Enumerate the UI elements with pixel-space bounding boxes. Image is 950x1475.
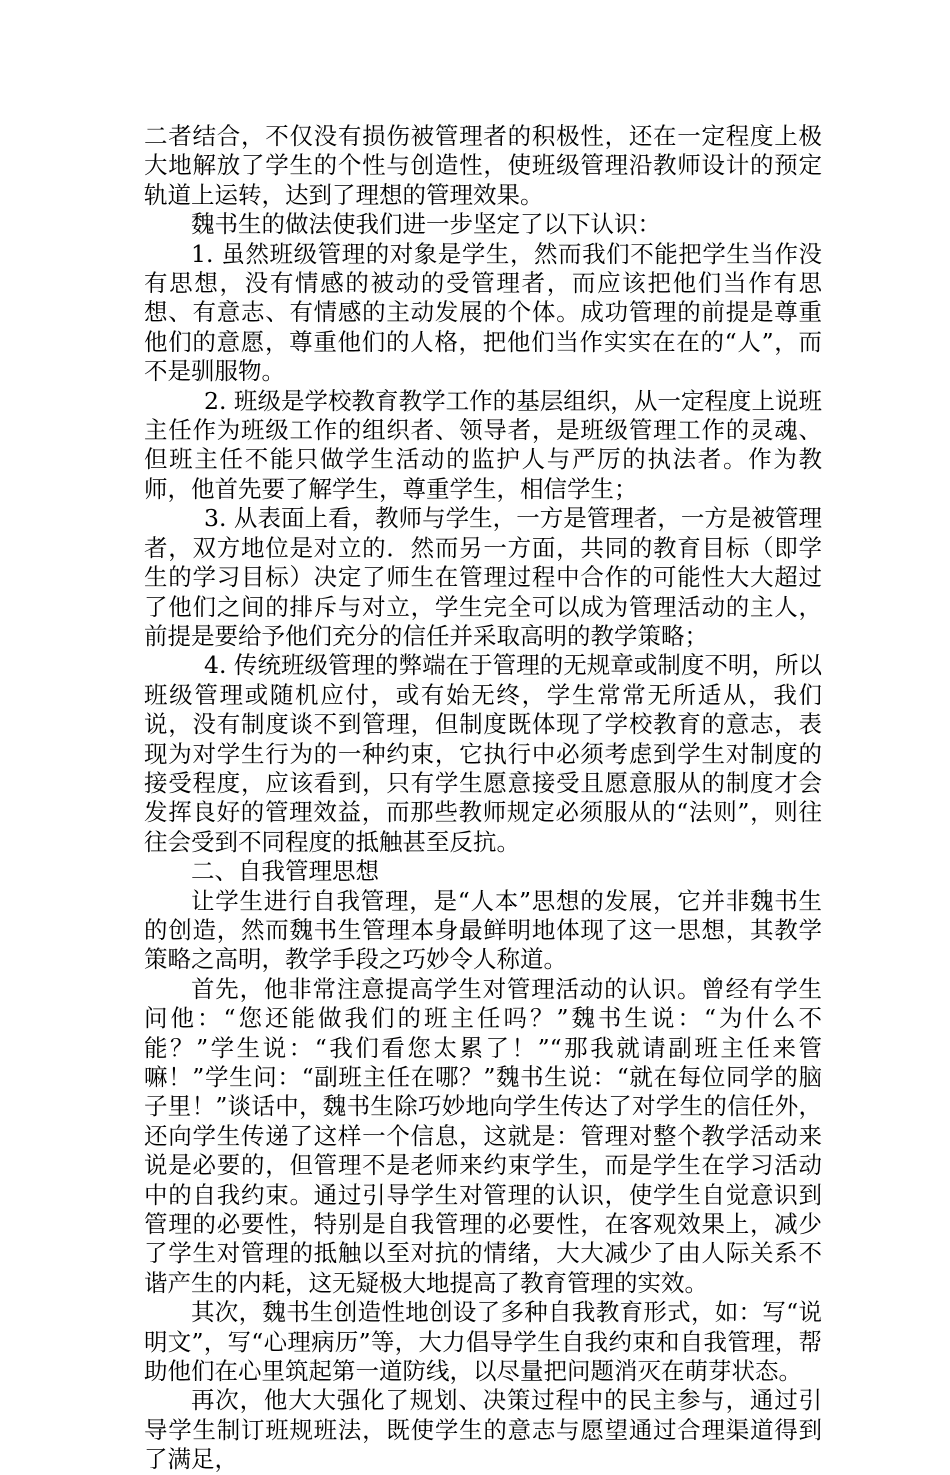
paragraph-5: 4. 传统班级管理的弊端在于管理的无规章或制度不明，所以班级管理或随机应付，或有始无终，学生常常无所适从，我们说，没有制度谈不到管理，但制度既体现了学校教育的意志，表现为对学生行为的一种约束，它执行中必须考虑到学生对制度的接受程度，应该看到，只有学生愿意接受且愿意服从的制度才会发挥良好的管理效益，而那些教师规定必须服从的“法则”，则往往会受到不同程度的抵触甚至反抗。 — [144, 651, 822, 856]
paragraph-4: 3. 从表面上看，教师与学生，一方是管理者，一方是被管理者，双方地位是对立的．然而另一方面，共同的教育目标（即学生的学习目标）决定了师生在管理过程中合作的可能性大大超过了他们之间的排斥与对立，学生完全可以成为管理活动的主人，前提是要给予他们充分的信任并采取高明的教学策略； — [144, 504, 822, 650]
paragraph-0: 二者结合，不仅没有损伤被管理者的积极性，还在一定程度上极大地解放了学生的个性与创造性，使班级管理沿教师设计的预定轨道上运转，达到了理想的管理效果。 — [144, 122, 822, 209]
paragraph-9: 其次，魏书生创造性地创设了多种自我教育形式，如：写“说明文”，写“心理病历”等，大力倡导学生自我约束和自我管理，帮助他们在心里筑起第一道防线，以尽量把问题消灭在萌芽状态。 — [144, 1298, 822, 1386]
section-heading: 二、自我管理思想 — [191, 857, 379, 886]
paragraph-3: 2. 班级是学校教育教学工作的基层组织，从一定程度上说班主任作为班级工作的组织者、领导者，是班级管理工作的灵魂、但班主任不能只做学生活动的监护人与严厉的执法者。作为教师，他首先要了解学生，尊重学生，相信学生； — [144, 386, 822, 503]
paragraph-8: 首先，他非常注意提高学生对管理活动的认识。曾经有学生问他：“您还能做我们的班主任吗？”魏书生说：“为什么不能？”学生说：“我们看您太累了！”“那我就请副班主任来管嘛！”学生问：“副班主任在哪？”魏书生说：“就在每位同学的脑子里！”谈话中，魏书生除巧妙地向学生传达了对学生的信任外，还向学生传递了这样一个信息，这就是：管理对整个教学活动来说是必要的，但管理不是老师来约束学生，而是学生在学习活动中的自我约束。通过引导学生对管理的认识，使学生自觉意识到管理的必要性，特别是自我管理的必要性，在客观效果上，减少了学生对管理的抵触以至对抗的情绪，大大减少了由人际关系不谐产生的内耗，这无疑极大地提高了教育管理的实效。 — [144, 974, 822, 1297]
paragraph-10: 再次，他大大强化了规划、决策过程中的民主参与，通过引导学生制订班规班法，既使学生的意志与愿望通过合理渠道得到了满足， — [144, 1386, 822, 1474]
paragraph-7: 让学生进行自我管理，是“人本”思想的发展，它并非魏书生的创造，然而魏书生管理本身最鲜明地体现了这一思想，其教学策略之高明，教学手段之巧妙令人称道。 — [144, 886, 822, 974]
paragraph-2: 1. 虽然班级管理的对象是学生，然而我们不能把学生当作没有思想，没有情感的被动的受管理者，而应该把他们当作有思想、有意志、有情感的主动发展的个体。成功管理的前提是尊重他们的意愿，尊重他们的人格，把他们当作实实在在的“人”，而不是驯服物。 — [144, 239, 822, 386]
paragraph-1: 魏书生的做法使我们进一步坚定了以下认识： — [191, 210, 661, 239]
document-body — [144, 122, 822, 1475]
